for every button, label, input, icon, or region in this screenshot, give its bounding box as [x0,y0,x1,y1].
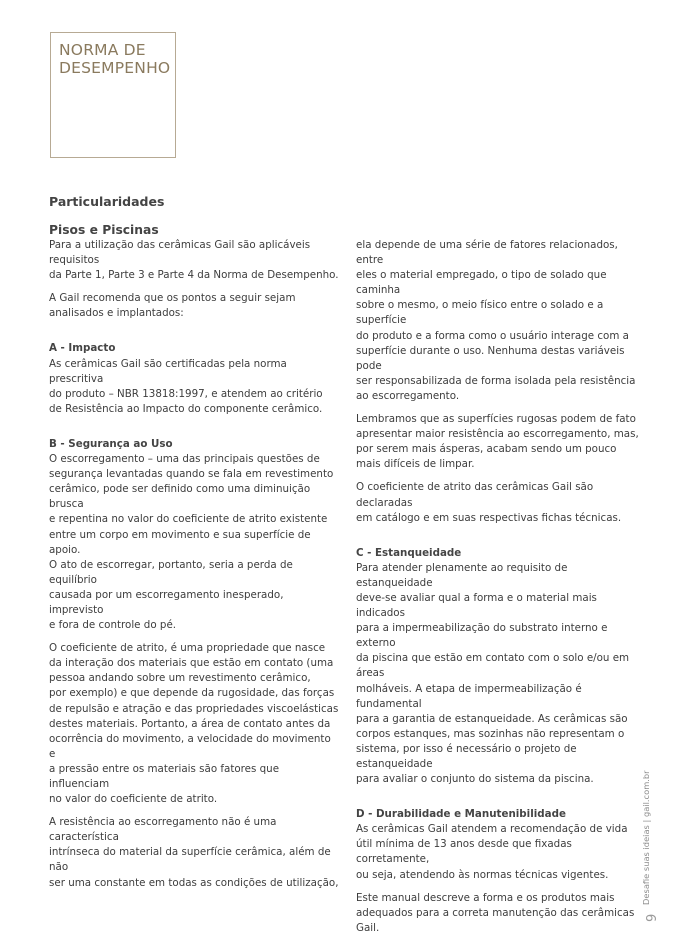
impact-heading: A - Impacto [49,342,116,355]
left-column [49,222,339,891]
section-heading: Particularidades [49,194,165,209]
right-column [356,238,646,936]
safety-heading: B - Segurança ao Uso [49,437,173,450]
safety-paragraph-3: A resistência ao escorregamento não é uma característica intrínseca do material da superfície cerâmica, além de não ser uma constante em todas as condições de utilização, [49,816,339,889]
safety-paragraph-2: O coeficiente de atrito, é uma propriedade que nasce da interação dos materiais que estão em contato (uma pessoa andando sobre um revestimento cerâmico, por exemplo) e que depende da rugosidade, das forças de repulsão e atração e das propriedades viscoelásticas destes materiais. Portanto, a área de contato antes da ocorrência do movimento, a velocidade do movimento e a pressão entre os materiais são fatores que influenciam no valor do coeficiente de atrito. [49,642,339,806]
intro-paragraph: Para a utilização das cerâmicas Gail são aplicáveis requisitos da Parte 1, Parte 3 e Parte 4 da Norma de Desempenho. [49,239,339,282]
watertightness-heading: C - Estanqueidade [356,546,462,559]
watertightness-paragraph: Para atender plenamente ao requisito de estanqueidade deve-se avaliar qual a forma e o material mais indicados para a impermeabilização do substrato interno e externo da piscina que estão em contato com o solo e/ou em áreas molháveis. A etapa de impermeabilização é fundamental para a garantia de estanqueidade. As cerâmicas são corpos estanques, mas sozinhas não representam o sistema, por isso é necessário o projeto de estanqueidade para avaliar o conjunto do sistema da piscina. [356,561,630,786]
impact-paragraph: As cerâmicas Gail são certificadas pela norma prescritiva do produto – NBR 13818:1997, e atendem ao critério de Resistência ao Impacto do componente cerâmico. [49,357,323,415]
continuation-paragraph: ela depende de uma série de fatores relacionados, entre eles o material empregado, o tipo de solado que caminha sobre o mesmo, o meio físico entre o solado e a superfície do produto e a forma como o usuário interage com a superfície durante o uso. Nenhuma destas variáveis pode ser responsabilizada de forma isolada pela resistência ao escorregamento. [356,239,636,402]
document-title: NORMA DE DESEMPENHO [59,41,171,77]
section-title-box [50,32,176,158]
friction-coefficient-paragraph: O coeficiente de atrito das cerâmicas Gail são declaradas em catálogo e em suas respectivas fichas técnicas. [356,481,622,524]
durability-paragraph: As cerâmicas Gail atendem a recomendação de vida útil mínima de 13 anos desde que fixadas corretamente, ou seja, atendendo às normas técnicas vigentes. [356,823,628,881]
durability-heading: D - Durabilidade e Manutenibilidade [356,808,566,821]
subsection-title: Pisos e Piscinas [49,223,159,237]
footer-tagline: Desafie suas ideias | gail.com.br [641,770,651,905]
safety-paragraph-1: O escorregamento – uma das principais questões de segurança levantadas quando se fala em revestimento cerâmico, pode ser definido como uma diminuição brusca e repentina no valor do coeficiente de atrito existente entre um corpo em movimento e sua superfície de apoio. O ato de escorregar, portanto, seria a perda de equilíbrio causada por um escorregamento inesperado, imprevisto e fora de controle do pé. [49,453,334,632]
page-number: 9 [645,913,660,922]
maintenance-paragraph: Este manual descreve a forma e os produtos mais adequados para a correta manutenção das cerâmicas Gail. [356,891,635,934]
recommendation-paragraph: A Gail recomenda que os pontos a seguir sejam analisados e implantados: [49,292,296,320]
rough-surfaces-paragraph: Lembramos que as superfícies rugosas podem de fato apresentar maior resistência ao escorregamento, mas, por serem mais ásperas, acabam sendo um pouco mais difíceis de limpar. [356,413,639,471]
